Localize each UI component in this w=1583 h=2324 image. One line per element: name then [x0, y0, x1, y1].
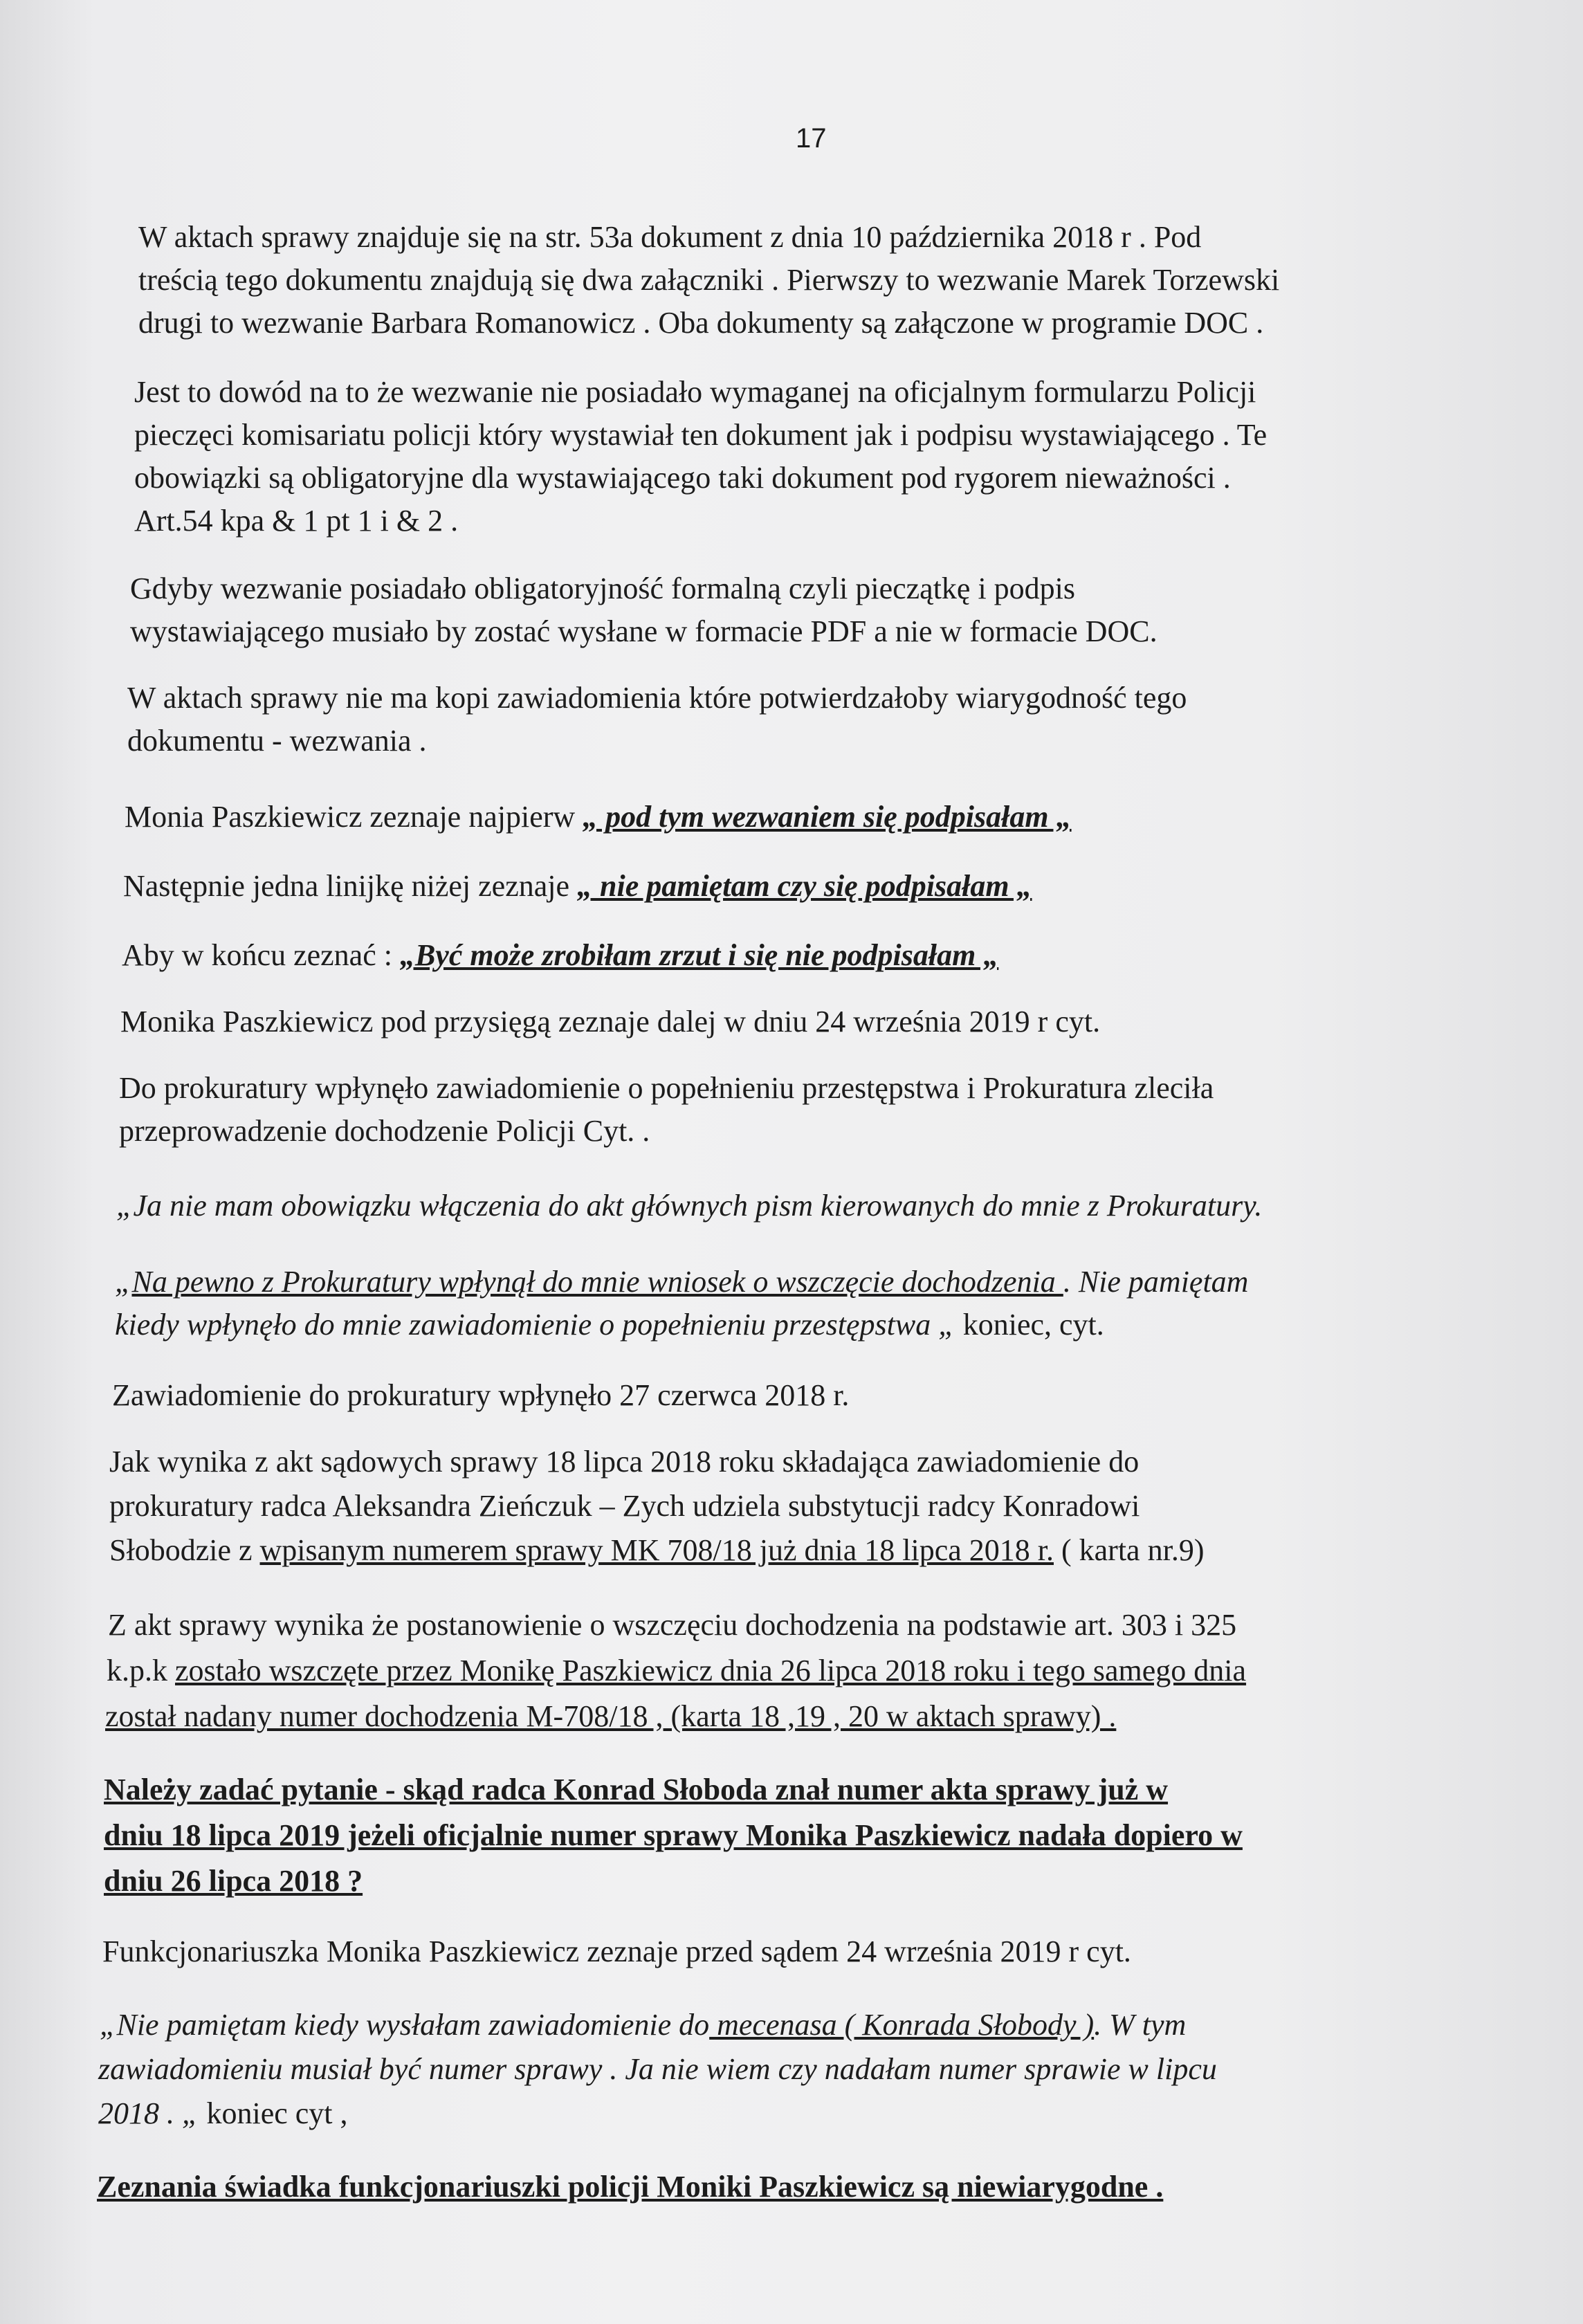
quote-line-3: [122, 934, 998, 977]
p11-l2-lead: k.p.k: [107, 1654, 175, 1687]
paragraph-4: W aktach sprawy nie ma kopi zawiadomienia które potwierdzałoby wiarygodność tego dokumentu - wezwania .: [127, 681, 1187, 758]
p10-l3-underlined: wpisanym numerem sprawy MK 708/18 już dnia 18 lipca 2018 r.: [259, 1533, 1054, 1567]
quote-2-text: „ nie pamiętam czy się podpisałam „: [577, 869, 1032, 903]
quote-1-text: „ pod tym wezwaniem się podpisałam „: [583, 800, 1072, 834]
paragraph-15-conclusion: Zeznania świadka funkcjonariuszki policji Moniki Paszkiewicz są niewiarygodne .: [97, 2170, 1164, 2204]
p8-end: koniec, cyt.: [955, 1308, 1104, 1342]
paragraph-5: Monika Paszkiewicz pod przysięgą zeznaje dalej w dniu 24 września 2019 r cyt.: [120, 1005, 1101, 1039]
quote-line-2: [123, 865, 1032, 908]
p11-l2-underlined: zostało wszczęte przez Monikę Paszkiewicz dnia 26 lipca 2018 roku i tego samego dnia: [175, 1654, 1247, 1687]
paragraph-6: Do prokuratury wpłynęło zawiadomienie o popełnieniu przestępstwa i Prokuratura zleciła przeprowadzenie dochodzenie Policji Cyt. .: [119, 1071, 1214, 1148]
paragraph-12-line-2: dniu 18 lipca 2019 jeżeli oficjalnie numer sprawy Monika Paszkiewicz nadała dopiero w: [104, 1818, 1243, 1852]
paragraph-11-line-3: został nadany numer dochodzenia M-708/18 , (karta 18 ,19 , 20 w aktach sprawy) .: [105, 1699, 1117, 1733]
quote-3-text: „Być może zrobiłam zrzut i się nie podpisałam „: [399, 938, 999, 972]
p10-l3-lead: Słobodzie z: [109, 1533, 260, 1567]
page-number: 17: [796, 123, 827, 154]
p14-l1-lead: „Nie pamiętam kiedy wysłałam zawiadomienie do: [100, 2008, 710, 2042]
paragraph-3: Gdyby wezwanie posiadało obligatoryjność formalną czyli pieczątkę i podpis wystawiającego musiało by zostać wysłane w formacie PDF a nie w formacie DOC.: [130, 571, 1157, 648]
quote-line-1: [125, 796, 1072, 839]
p10-l3-tail: ( karta nr.9): [1054, 1533, 1205, 1567]
paragraph-10-line-3: [109, 1529, 1204, 1572]
p8-line2-text: kiedy wpłynęło do mnie zawiadomienie o popełnieniu przestępstwa „: [115, 1308, 955, 1342]
p8-underlined: Na pewno z Prokuratury wpłynął do mnie wniosek o wszczęcie dochodzenia: [131, 1265, 1063, 1299]
paragraph-10-line-2: prokuratury radca Aleksandra Zieńczuk – Zych udziela substytucji radcy Konradowi: [109, 1489, 1140, 1523]
paragraph-8-line-1: [115, 1261, 1248, 1303]
p8-open-quote: „: [115, 1265, 132, 1299]
paragraph-11-line-1: Z akt sprawy wynika że postanowienie o wszczęciu dochodzenia na podstawie art. 303 i 325: [108, 1608, 1237, 1642]
paragraph-14-line-3: [98, 2092, 348, 2135]
paragraph-13: Funkcjonariuszka Monika Paszkiewicz zeznaje przed sądem 24 września 2019 r cyt.: [102, 1934, 1131, 1968]
paragraph-2: Jest to dowód na to że wezwanie nie posiadało wymaganej na oficjalnym formularzu Policji pieczęci komisariatu policji który wystawiał ten dokument jak i podpisu wystawiającego . Te obowiązki są obligatoryjne dla wystawiającego taki dokument pod rygorem nieważności . Art.54 kpa & 1 pt 1 i & 2 .: [134, 375, 1268, 538]
quote-2-lead: Następnie jedna linijkę niżej zeznaje: [123, 869, 578, 903]
paragraph-7: „Ja nie mam obowiązku włączenia do akt głównych pism kierowanych do mnie z Prokuratury.: [116, 1189, 1263, 1223]
p14-l3-lead: 2018 . „: [98, 2096, 199, 2130]
paragraph-1: W aktach sprawy znajduje się na str. 53a dokument z dnia 10 października 2018 r . Pod treścią tego dokumentu znajdują się dwa załączniki . Pierwszy to wezwanie Marek Torzewski drugi to wezwanie Barbara Romanowicz . Oba dokumenty są załączone w programie DOC .: [138, 220, 1280, 340]
paragraph-9: Zawiadomienie do prokuratury wpłynęło 27 czerwca 2018 r.: [112, 1378, 850, 1412]
paragraph-11-line-2: [107, 1649, 1246, 1692]
paragraph-12-line-1: Należy zadać pytanie - skąd radca Konrad Słoboda znał numer akta sprawy już w: [104, 1773, 1169, 1806]
p14-l1-underlined: mecenasa ( Konrada Słobody ): [709, 2008, 1095, 2042]
paragraph-14-line-1: [100, 2004, 1186, 2047]
quote-3-lead: Aby w końcu zeznać :: [122, 938, 400, 972]
p14-l3-tail: koniec cyt ,: [199, 2096, 348, 2130]
paragraph-10-line-1: Jak wynika z akt sądowych sprawy 18 lipca 2018 roku składająca zawiadomienie do: [109, 1445, 1140, 1479]
paragraph-14-line-2: zawiadomieniu musiał być numer sprawy . Ja nie wiem czy nadałam numer sprawie w lipcu: [98, 2052, 1217, 2086]
quote-1-lead: Monia Paszkiewicz zeznaje najpierw: [125, 800, 583, 834]
paragraph-8-line-2: [115, 1303, 1104, 1346]
paragraph-12-line-3: dniu 26 lipca 2018 ?: [104, 1864, 363, 1898]
p14-l1-tail: . W tym: [1094, 2008, 1187, 2042]
p8-tail: . Nie pamiętam: [1063, 1265, 1249, 1299]
